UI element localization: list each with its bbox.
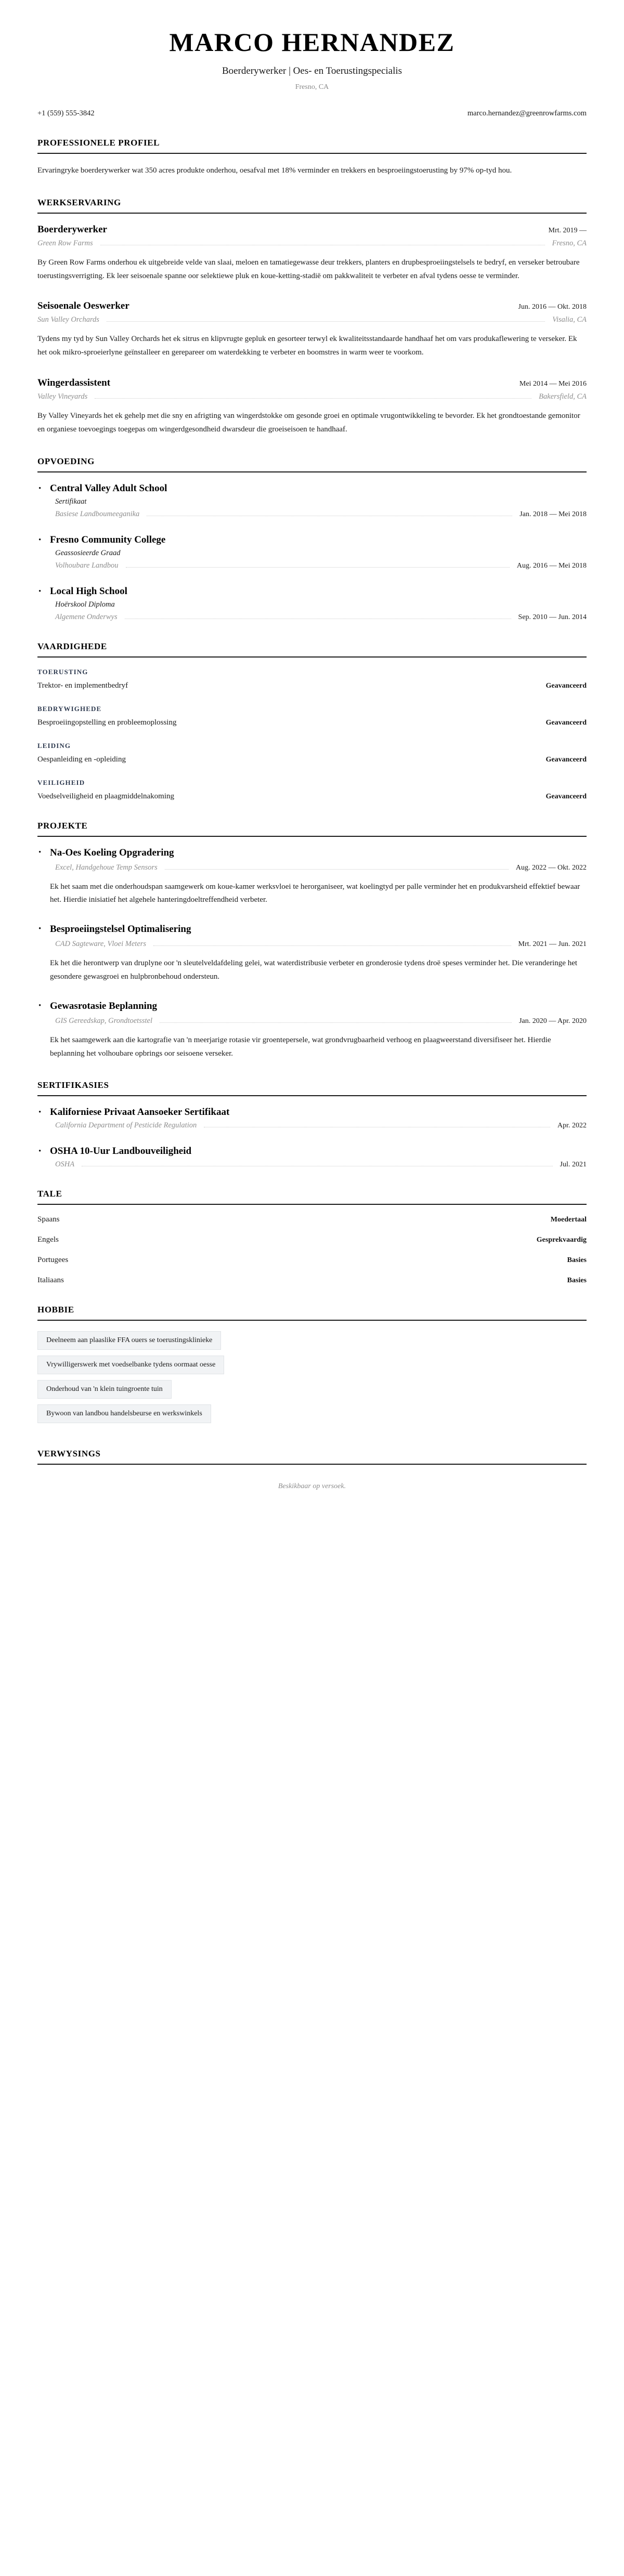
education-school: • Local High School (50, 585, 127, 597)
education-meta-row (50, 561, 587, 570)
project-title: • Na-Oes Koeling Opgradering (50, 847, 174, 858)
skill-row (37, 755, 587, 764)
contact-email[interactable]: marco.hernandez@greenrowfarms.com (467, 109, 587, 117)
certification-issuer: California Department of Pesticide Regulation (55, 1121, 197, 1130)
skill-level: Geavanceerd (545, 681, 587, 690)
education-field: Volhoubare Landbou (55, 561, 119, 570)
certification-title: • OSHA 10-Uur Landbouveiligheid (50, 1146, 192, 1157)
project-title: • Besproeiingstelsel Optimalisering (50, 924, 191, 935)
skill-group (37, 668, 587, 690)
experience-location: Visalia, CA (552, 316, 587, 324)
education-item (37, 534, 587, 570)
dotted-divider (153, 945, 511, 946)
skill-category: TOERUSTING (37, 667, 88, 676)
experience-location: Fresno, CA (552, 239, 587, 247)
certification-item (37, 1146, 587, 1169)
skill-group (37, 779, 587, 801)
references-text: Beskikbaar op versoek. (278, 1482, 346, 1491)
candidate-location: Fresno, CA (295, 83, 329, 91)
project-tools: CAD Sagteware, Vloei Meters (55, 940, 147, 949)
project-item (37, 1001, 587, 1061)
education-degree: Hoërskool Diploma (55, 600, 115, 609)
skill-name: Trektor- en implementbedryf (37, 681, 128, 690)
education-meta-row (50, 613, 587, 622)
skill-level: Geavanceerd (545, 718, 587, 727)
language-level: Basies (567, 1256, 587, 1265)
experience-organization: Green Row Farms (37, 239, 93, 247)
section-title-education: OPVOEDING (37, 456, 587, 472)
hobby-chip: Vrywilligerswerk met voedselbanke tydens oormaat oesse (37, 1356, 224, 1374)
experience-description: By Green Row Farms onderhou ek uitgebreide velde van slaai, meloen en tamatiegewasse deur trekkers, planters en drupbesproeiingstelsels te bedryf, en verseker betroubare toerustingsverrigting. Ek leer seisoenale spanne oor selektiewe pluk en koue-ketting-stadië om pakkwaliteit te verbeter en afval tydens oesse te verminder. (37, 258, 580, 280)
education-date: Sep. 2010 — Jun. 2014 (518, 613, 587, 621)
education-item (37, 586, 587, 622)
language-level: Moedertaal (550, 1216, 587, 1224)
language-level: Basies (567, 1277, 587, 1285)
experience-organization: Valley Vineyards (37, 392, 88, 401)
hobby-chip: Onderhoud van 'n klein tuingroente tuin (37, 1380, 172, 1399)
experience-item (37, 300, 587, 360)
section-title-languages: TALE (37, 1189, 587, 1205)
section-languages (37, 1189, 587, 1285)
dotted-divider (107, 321, 545, 322)
education-date: Jan. 2018 — Mei 2018 (519, 510, 587, 518)
project-tools: Excel, Handgehoue Temp Sensors (55, 863, 158, 872)
language-row (37, 1236, 587, 1244)
language-name: Italiaans (37, 1276, 64, 1285)
certification-item (37, 1107, 587, 1130)
experience-description: Tydens my tyd by Sun Valley Orchards het ek sitrus en klipvrugte gepluk en gesorteer terwyl ek kwaliteitsstandaarde handhaaf het om vars produkaflewering te verseker. Ek het ook mikro-sproeierlyne geïnstalleer en gerepareer om waterdekking te verbeter en boomstres in warm weer te voorkom. (37, 335, 577, 357)
page-bottom-spacer (37, 1491, 587, 1558)
dotted-divider (165, 869, 509, 870)
language-row (37, 1276, 587, 1285)
language-row (37, 1215, 587, 1224)
section-title-experience: WERKSERVARING (37, 198, 587, 214)
section-title-hobbies: HOBBIE (37, 1305, 587, 1321)
skill-group (37, 705, 587, 727)
candidate-name: MARCO HERNANDEZ (169, 28, 455, 57)
experience-header-row (37, 224, 587, 235)
skill-row (37, 792, 587, 801)
skill-category: VEILIGHEID (37, 778, 85, 786)
experience-header-row (37, 300, 587, 312)
project-title: • Gewasrotasie Beplanning (50, 1000, 158, 1011)
skill-row (37, 681, 587, 690)
skill-category: BEDRYWIGHEDE (37, 704, 102, 713)
section-certifications (37, 1080, 587, 1169)
project-description: Ek het die herontwerp van druplyne oor 'n sleutelveldafdeling gelei, wat waterdistribusie verbeter en gronderosie tydens droë speses verminder het. Die veranderinge het gesondere gewasgroei en hulpbronbehoud ondersteun. (50, 959, 578, 981)
experience-role: Seisoenale Oeswerker (37, 300, 129, 312)
project-meta-row (50, 863, 587, 872)
certification-meta-row (50, 1160, 587, 1169)
education-degree: Geassosieerde Graad (55, 548, 121, 557)
section-experience (37, 198, 587, 437)
section-skills (37, 641, 587, 801)
experience-meta-row (37, 239, 587, 248)
experience-meta-row (37, 392, 587, 401)
skill-level: Geavanceerd (545, 792, 587, 800)
language-level: Gesprekvaardig (536, 1236, 587, 1244)
section-title-profile: PROFESSIONELE PROFIEL (37, 138, 587, 154)
education-date: Aug. 2016 — Mei 2018 (516, 561, 587, 570)
project-description: Ek het saam met die onderhoudspan saamgewerk om koue-kamer werksvloei te herorganiseer, wat koelingtyd per palle verminder het en produkvarsheid effektief bewaar het. Hierdie inisiatief het algehele hanteringdoeltreffendheid verbeter. (50, 882, 580, 904)
candidate-title: Boerderywerker | Oes- en Toerustingspecialis (222, 65, 402, 76)
profile-text: Ervaringryke boerderywerker wat 350 acres produkte onderhou, oesafval met 18% verminder en trekkers en besproeiingstoerusting by 97% op-tyd hou. (37, 166, 512, 175)
section-references (37, 1449, 587, 1491)
skill-level: Geavanceerd (545, 755, 587, 764)
skill-category: LEIDING (37, 741, 71, 750)
project-date: Jan. 2020 — Apr. 2020 (519, 1017, 587, 1025)
hobby-chip: Bywoon van landbou handelsbeurse en werkswinkels (37, 1404, 211, 1423)
experience-description: By Valley Vineyards het ek gehelp met die sny en afrigting van wingerdstokke om gesonde groei en optimale vrugontwikkeling te bevorder. Ek het grondtoestande gemonitor en organiese toevoegings toegepas om wingerdgesondheid dwarsdeur die groeiseisoen te handhaaf. (37, 411, 580, 433)
experience-item (37, 224, 587, 283)
certification-title: • Kaliforniese Privaat Aansoeker Sertifikaat (50, 1107, 230, 1118)
section-title-references: VERWYSINGS (37, 1449, 587, 1465)
section-profile (37, 138, 587, 178)
section-title-projects: PROJEKTE (37, 821, 587, 837)
dotted-divider (126, 567, 510, 568)
education-field: Basiese Landboumeeganika (55, 509, 140, 518)
skill-name: Voedselveiligheid en plaagmiddelnakoming (37, 792, 174, 800)
project-description: Ek het saamgewerk aan die kartografie van 'n meerjarige rotasie vir groentepersele, wat grondvrugbaarheid verhoog en plaagweerstand diversifiseer het. Hierdie beplanning het volhoubare opbrings oor seisoene verseker. (50, 1035, 551, 1058)
experience-meta-row (37, 316, 587, 324)
hobby-list (37, 1331, 587, 1429)
project-date: Mrt. 2021 — Jun. 2021 (518, 940, 587, 949)
certification-meta-row (50, 1121, 587, 1130)
experience-date: Jun. 2016 — Okt. 2018 (518, 303, 587, 311)
certification-date: Jul. 2021 (560, 1161, 587, 1169)
skill-group (37, 742, 587, 764)
education-item (37, 483, 587, 519)
experience-organization: Sun Valley Orchards (37, 316, 99, 324)
experience-role: Wingerdassistent (37, 377, 111, 388)
skill-name: Besproeiingopstelling en probleemoplossing (37, 718, 177, 727)
section-title-certifications: SERTIFIKASIES (37, 1080, 587, 1096)
certification-date: Apr. 2022 (557, 1122, 587, 1130)
language-name: Spaans (37, 1215, 60, 1224)
contact-row (37, 109, 587, 118)
language-row (37, 1256, 587, 1265)
experience-location: Bakersfield, CA (539, 392, 587, 401)
project-item (37, 924, 587, 984)
language-name: Portugees (37, 1256, 69, 1265)
experience-date: Mrt. 2019 — (548, 226, 587, 234)
certification-issuer: OSHA (55, 1160, 75, 1169)
education-meta-row (50, 510, 587, 519)
education-degree: Sertifikaat (55, 497, 87, 506)
hobby-chip: Deelneem aan plaaslike FFA ouers se toerustingsklinieke (37, 1331, 221, 1350)
dotted-divider (160, 1022, 512, 1023)
project-date: Aug. 2022 — Okt. 2022 (515, 863, 587, 872)
section-title-skills: VAARDIGHEDE (37, 641, 587, 658)
skill-name: Oespanleiding en -opleiding (37, 755, 126, 764)
experience-header-row (37, 377, 587, 389)
contact-phone[interactable]: +1 (559) 555-3842 (37, 109, 95, 117)
section-hobbies (37, 1305, 587, 1429)
education-field: Algemene Onderwys (55, 612, 118, 621)
dotted-divider (95, 398, 531, 399)
section-projects (37, 821, 587, 1061)
skill-row (37, 718, 587, 727)
experience-role: Boerderywerker (37, 224, 107, 235)
resume-header (37, 0, 587, 118)
section-education (37, 456, 587, 622)
project-meta-row (50, 1017, 587, 1026)
project-tools: GIS Gereedskap, Grondtoetsstel (55, 1016, 152, 1025)
project-meta-row (50, 940, 587, 949)
education-school: • Central Valley Adult School (50, 482, 167, 494)
project-item (37, 847, 587, 908)
experience-date: Mei 2014 — Mei 2016 (519, 379, 587, 388)
education-school: • Fresno Community College (50, 534, 166, 545)
experience-item (37, 377, 587, 437)
language-name: Engels (37, 1236, 59, 1244)
